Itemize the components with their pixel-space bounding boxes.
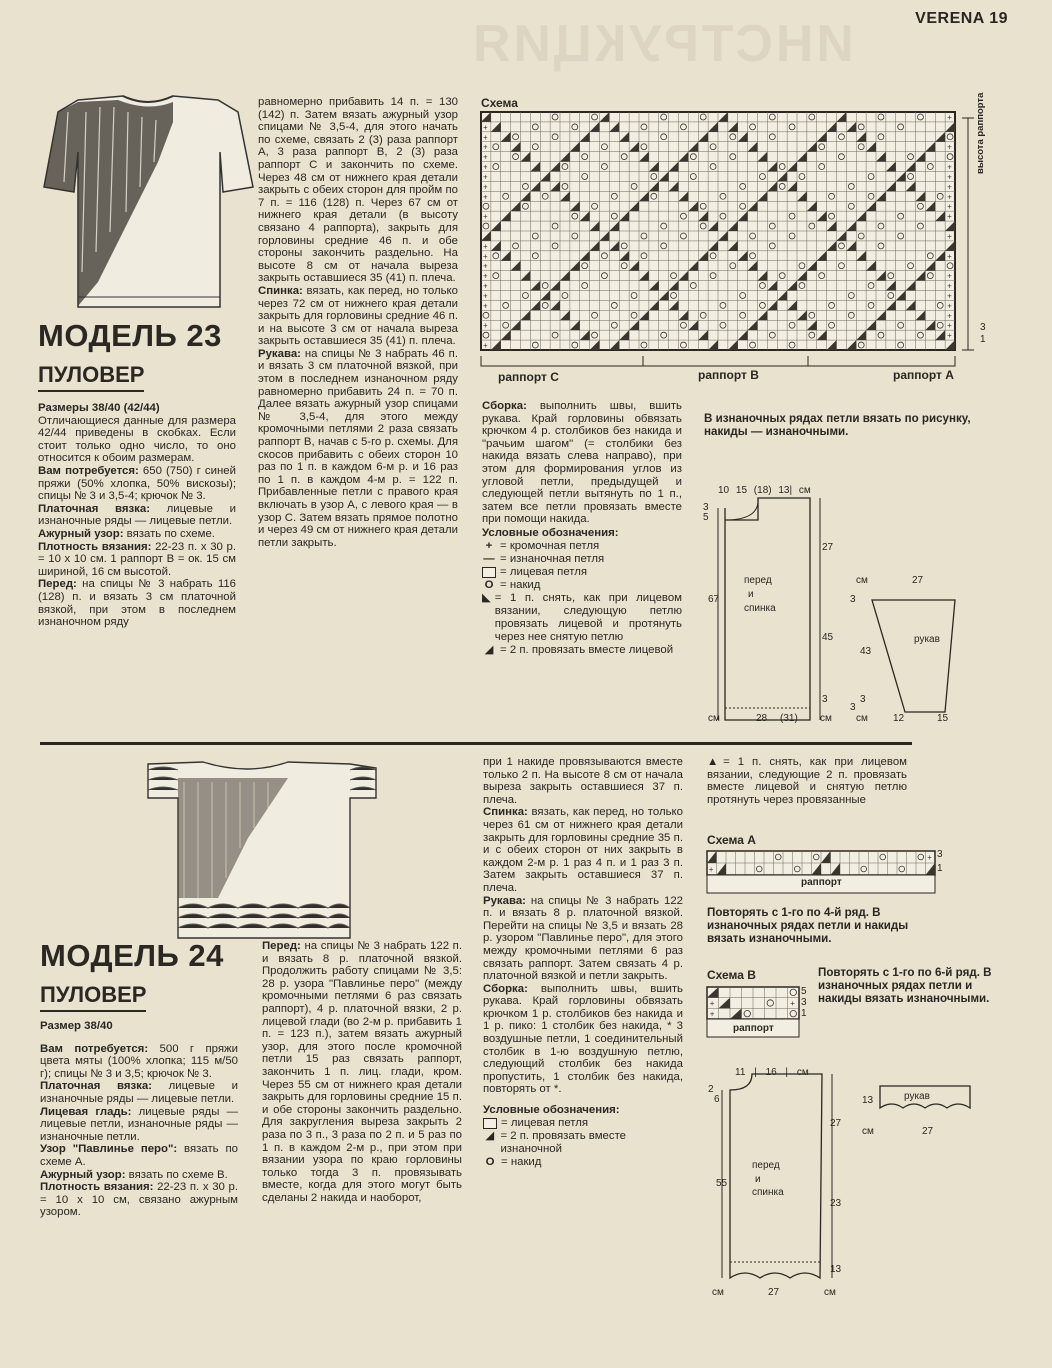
edge-stitch-mark: + [482, 321, 488, 331]
m24-d-s27: 27 [922, 1126, 934, 1137]
m24-c1-p4: Узор "Павлинье перо": вязать по схеме А. [40, 1143, 238, 1168]
edge-stitch-mark: + [708, 865, 714, 874]
edge-stitch-mark: + [947, 271, 952, 281]
m23-c3-p0: Сборка: выполнить швы, вшить рукава. Край горловины обвязать крючком 4 р. столбиков без накида и "рачьим шагом" (= столбики без накида вязать слева направо), при этом для формирования углов из угловой петли, предыдущей и следующей петли вытянуть по 1 п., затем все петли провязать вместе при помощи накида. [482, 400, 682, 526]
running-head: VERENA 19 [915, 10, 1008, 27]
m24-d-top: 11 | 16 | см [735, 1067, 809, 1078]
row-1-label: 1 [980, 334, 986, 345]
m23-c1-p5: Плотность вязания: 22-23 п. х 30 р. = 10 х 10 см. 1 раппорт В = ок. 15 см шириной, 16 см высотой. [38, 540, 237, 578]
scheme-b-rapport: раппорт [733, 1023, 774, 1034]
m24-c1-p1: Вам потребуется: 500 г пряжи цвета мяты (100% хлопка; 115 м/50 г); спицы № 3 и 3,5; крючок № 3. [40, 1042, 238, 1080]
edge-stitch-mark: + [482, 241, 488, 251]
model-23-column-2 [258, 96, 458, 549]
model-24-subtitle: ПУЛОВЕР [40, 982, 146, 1012]
m23-d-scm: см [856, 575, 868, 586]
sweater-24-illustration [118, 758, 380, 940]
m23-legend [482, 540, 682, 657]
edge-stitch-mark: + [947, 142, 952, 152]
m23-d-s3: 3 [850, 594, 856, 605]
m23-d-bcm: см [708, 713, 720, 724]
scheme-a-row-1: 1 [937, 863, 943, 874]
m24-d-b27: 27 [768, 1287, 780, 1298]
scheme-a-title: Схема А [707, 833, 756, 847]
model-23-subtitle: ПУЛОВЕР [38, 362, 144, 392]
scheme-title: Схема [481, 96, 518, 110]
m24-c2-p0: Перед: на спицы № 3 набрать 122 п. и вязать 8 р. платочной вязкой. Продолжить работу спицами № 3,5: 28 р. узора "Павлинье перо" (между кромочными петлями 6 раз связать раппорт), 4 р. платочной вязки, 2 р. лицевой глади (во 2-м р. прибавить 1 п. = 123 п.), затем вязать ажурный узор, для этого после кромочной петли 15 раз связать раппорт, закончить 1 п. лиц. глади, кром. Через 55 см от нижнего края детали закрыть для горловины средние 15 п. и обе стороны закончить раздельно. Для закругления выреза закрыть 2 раза по 3 п., 3 раза по 2 п. и 5 раз по 1 п. в каждом 2-м р., при этом при вязании узора по краю горловины только тогда 3 п. провязывать вместе, когда для этого могут быть сделаны 2 накида и наоборот, [262, 940, 462, 1204]
rapport-b-label: раппорт В [698, 368, 759, 382]
m23-d-b28: 28 [756, 713, 768, 724]
m24-d-back: спинка [752, 1187, 784, 1198]
m24-d-l6: 6 [714, 1094, 720, 1105]
m23-d-v27: 27 [822, 542, 834, 553]
legend-item-edge: + = кромочная петля [482, 540, 682, 553]
edge-stitch-mark: + [947, 311, 952, 321]
rapport-height-label: высота раппорта [975, 92, 986, 174]
rapport-a-label: раппорт А [893, 368, 954, 382]
m24-d-v55: 55 [716, 1178, 728, 1189]
edge-stitch-mark: + [947, 231, 952, 241]
m24-d-s13: 13 [862, 1095, 874, 1106]
m23-d-s43: 43 [860, 646, 872, 657]
section-divider [40, 742, 912, 745]
edge-stitch-mark: + [482, 271, 488, 281]
bleed-through-text: ИНСТРУКЦИЯ [470, 15, 854, 73]
edge-stitch-mark: + [947, 251, 952, 261]
edge-stitch-mark: + [790, 999, 795, 1008]
m23-d-v45: 45 [822, 632, 834, 643]
m23-d-back: спинка [744, 603, 776, 614]
scheme-a-chart [704, 848, 944, 900]
edge-stitch-mark: + [947, 321, 952, 331]
m24-c1-p3: Лицевая гладь: лицевые ряды — лицевые петли, изнаночные ряды — изнаночные петли. [40, 1105, 238, 1143]
m24-c3-p1: Спинка: вязать, как перед, но только через 61 см от нижнего края детали закрыть для горловины средние 35 п. и с обеих сторон от них закрыть в каждом 2-м р. 1 раз 4 п. и 1 раз 3 п. Затем закрыть оставшиеся 37 п. плеча. [483, 806, 683, 894]
m24-legend-item-p2tog: ◢ = 2 п. провязать вместе изнаночной [483, 1130, 683, 1156]
edge-stitch-mark: + [482, 212, 488, 222]
m24-right-top: ▲= 1 п. снять, как при лицевом вязании, следующие 2 п. провязать вместе лицевой и снятую петлю протянуть через провязанные [707, 756, 907, 806]
edge-stitch-mark: + [947, 112, 952, 122]
m23-d-scmb: см [856, 713, 868, 724]
model-24-column-2 [262, 940, 462, 1204]
m23-c1-p0: Размеры 38/40 (42/44) [38, 402, 160, 414]
m24-c3-p2: Рукава: на спицы № 3 набрать 122 п. и вязать 8 р. платочной вязкой. Перейти на спицы № 3,5 и вязать 28 р. узором "Павлинье перо", для этого между кромочными петлями 6 раз связать раппорт. Затем связать 4 р. платочной вязкой и петли закрыть. [483, 894, 683, 983]
scheme-a-rapport: раппорт [801, 877, 842, 888]
m23-d-bcm2: см [820, 713, 832, 724]
right-triangle-symbol: ◢ [484, 643, 494, 656]
m24-d-and: и [755, 1174, 761, 1185]
model-23-schematic [700, 480, 970, 730]
model-23-title: МОДЕЛЬ 23 [38, 318, 222, 353]
scheme-b-title: Схема В [707, 968, 756, 982]
edge-stitch-mark: + [482, 142, 488, 152]
empty-box-symbol [482, 567, 496, 578]
edge-stitch-mark: + [947, 281, 952, 291]
scheme-b-row-5: 5 [801, 986, 807, 997]
m24-d-scm: см [862, 1126, 874, 1137]
scheme-b-row-3: 3 [801, 997, 807, 1008]
edge-stitch-mark: + [482, 341, 488, 351]
edge-stitch-mark: + [482, 182, 488, 192]
edge-stitch-mark: + [482, 281, 488, 291]
empty-box-symbol [483, 1118, 497, 1129]
scheme-lace-chart [478, 110, 998, 382]
m24-legend-item-yarnover: О = накид [483, 1156, 683, 1169]
edge-stitch-mark: + [482, 301, 488, 311]
edge-stitch-mark: + [482, 261, 488, 271]
m24-legend-item-knit: = лицевая петля [483, 1117, 683, 1130]
model-23-column-1 [38, 402, 236, 629]
m23-d-l3: 3 [703, 502, 709, 513]
m24-c1-p6: Плотность вязания: 22-23 п. х 30 р. = 10 х 10 см, связано ажурным узором. [40, 1181, 239, 1219]
scheme-b-row-1: 1 [801, 1008, 807, 1019]
model-24-column-1 [40, 1020, 238, 1219]
legend-item-yarnover: О = накид [482, 579, 682, 592]
circle-symbol: О [484, 578, 494, 591]
model-24-title: МОДЕЛЬ 24 [40, 938, 224, 973]
edge-stitch-mark: + [947, 202, 952, 212]
edge-stitch-mark: + [482, 251, 488, 261]
m24-d-v23: 23 [830, 1198, 842, 1209]
m23-c1-p1: Отличающиеся данные для размера 42/44 приведены в скобках. Если стоит только одно число, то оно относится к обоим размерам. [38, 414, 236, 465]
m23-c2-p2: Рукава: на спицы № 3 набрать 46 п. и вязать 3 см платочной вязкой, при этом в последнем изнаночном ряду равномерно прибавить 24 п. = 70 п. Далее вязать ажурный узор спицами № 3,5-4, для этого между кромочными петлями 2 раза связать раппорт В, начав с 5-го р. схемы. Для скосов прибавить с обеих сторон 10 раз по 1 п. в каждом 6-м р. и 16 раз по 1 п. в каждом 4-м р. = 122 п. Прибавленные петли с правого края включать в узор А, с левого края — в узор С. Затем вязать прямое полотно и через 49 см от нижнего края детали петли закрыть. [258, 347, 458, 549]
legend-item-k2tog: ◢ = 2 п. провязать вместе лицевой [482, 644, 682, 657]
rapport-c-label: раппорт С [498, 370, 559, 384]
m24-c3-p3: Сборка: выполнить швы, вшить рукава. Край горловины обвязать крючком 1 р. столбиков без накида и 1 р. пико: 1 столбик без накида, * 3 воздушные петли, 1 соединительный столбик в 1-ю воздушную петлю, следующий столбик без накида пропустить, 1 столбик без накида, повторять от *. [483, 982, 683, 1096]
m23-c2-p0: равномерно прибавить 14 п. = 130 (142) п. Затем вязать ажурный узор спицами № 3,5-4, для этого начать по схеме, связать 2 (3) раза раппорт А, 3 раза раппорт В, 2 (3) раза раппорт С и закончить по схеме. Через 48 см от нижнего края детали закрыть с обеих сторон для пройм по 7 п. = 116 (128) п. Через 67 см от нижнего края детали (в высоту связано 4 раппорта), закрыть для горловины средние 46 п. и обе стороны закончить раздельно. На высоте 8 см от начала выреза закрыть оставшиеся 35 (41) п. плеча. [258, 96, 458, 285]
note-a: Повторять с 1-го по 4-й ряд. В изнаночных рядах петли и накиды вязать изнаночными. [707, 906, 909, 945]
left-triangle-symbol: ◣ [482, 591, 491, 604]
edge-stitch-mark: + [947, 212, 952, 222]
edge-stitch-mark: + [947, 192, 952, 202]
edge-stitch-mark: + [947, 162, 952, 172]
m23-c1-p2: Вам потребуется: 650 (750) г синей пряжи (50% хлопка, 50% вискозы); спицы № 3 и 3,5-4; крючок № 3. [38, 464, 236, 503]
model-24-column-4 [707, 756, 907, 806]
sweater-23-illustration [38, 92, 258, 314]
m23-d-sleeve: рукав [914, 634, 940, 645]
edge-stitch-mark: + [482, 192, 488, 202]
legend-item-purl: — = изнаночная петля [483, 552, 605, 565]
m23-c1-p6: Перед: на спицы № 3 набрать 116 (128) п. и вязать 3 см платочной вязкой, при этом в последнем изнаночном ряду [38, 578, 236, 629]
edge-stitch-mark: + [927, 853, 932, 862]
m23-d-s12: 12 [893, 713, 905, 724]
m24-d-sleeve: рукав [904, 1091, 930, 1102]
m23-d-top: 10 15 (18) 13| см [718, 485, 811, 496]
edge-stitch-mark: + [482, 172, 488, 182]
m23-d-front: перед [744, 575, 772, 586]
m24-legend-title: Условные обозначения: [483, 1104, 620, 1117]
m23-d-l5: 5 [703, 512, 709, 523]
m24-c1-p0: Размер 38/40 [40, 1020, 113, 1032]
right-triangle-symbol: ◢ [485, 1129, 495, 1142]
edge-stitch-mark: + [947, 172, 952, 182]
m23-d-b3a: 3 [822, 694, 828, 705]
model-24-column-3 [483, 756, 683, 1169]
edge-stitch-mark: + [709, 1009, 715, 1019]
model-23-column-3 [482, 400, 682, 657]
edge-stitch-mark: + [482, 162, 488, 172]
m23-legend-title: Условные обозначения: [482, 526, 619, 539]
m23-c1-p3: Платочная вязка: лицевые и изнаночные ряды — лицевые петли. [38, 502, 236, 528]
m23-d-and: и [748, 589, 754, 600]
m23-d-s27: 27 [912, 575, 924, 586]
m23-d-b31: (31) [780, 713, 798, 724]
legend-item-knit: = лицевая петля [482, 566, 682, 579]
edge-stitch-mark: + [947, 301, 952, 311]
m24-d-v13: 13 [830, 1264, 842, 1275]
edge-stitch-mark: + [482, 152, 488, 162]
legend-item-skp: ◣ = 1 п. снять, как при лицевом вязании, следующую петлю провязать лицевой и протянуть через нее снятую петлю [482, 591, 682, 643]
m24-legend [483, 1117, 683, 1169]
m23-d-s3b: 3 [850, 702, 856, 713]
m24-d-bcm: см [712, 1287, 724, 1298]
m24-d-v27: 27 [830, 1118, 842, 1129]
edge-stitch-mark: + [482, 122, 488, 132]
m24-d-bcm2: см [824, 1287, 836, 1298]
dash-symbol: — [483, 552, 495, 565]
edge-stitch-mark: + [947, 291, 952, 301]
edge-stitch-mark: + [709, 999, 715, 1008]
edge-stitch-mark: + [482, 132, 488, 142]
scheme-a-row-3: 3 [937, 849, 943, 860]
m23-c1-p4: Ажурный узор: вязать по схеме. [38, 527, 215, 540]
note-b: Повторять с 1-го по 6-й ряд. В изнаночных рядах петли и накиды вязать изнаночными. [818, 966, 992, 1005]
m23-d-v67: 67 [708, 594, 720, 605]
m24-c1-p2: Платочная вязка: лицевые и изнаночные ряды — лицевые петли. [40, 1080, 238, 1105]
m24-d-front: перед [752, 1160, 780, 1171]
m23-d-b3b: 3 [860, 694, 866, 705]
circle-symbol: О [485, 1155, 495, 1168]
m23-c2-p1: Спинка: вязать, как перед, но только через 72 см от нижнего края детали закрыть для горловины средние 46 п. и на высоте 3 см от начала выреза закрыть оставшиеся 35 (41) п. плеча. [258, 284, 458, 348]
row-3-label: 3 [980, 322, 986, 333]
m24-c1-p5: Ажурный узор: вязать по схеме В. [40, 1168, 228, 1181]
edge-stitch-mark: + [947, 331, 952, 341]
plus-symbol: + [485, 539, 493, 552]
model-23-note: В изнаночных рядах петли вязать по рисунку, накиды — изнаночными. [704, 412, 971, 438]
edge-stitch-mark: + [947, 182, 952, 192]
m23-d-s15: 15 [937, 713, 949, 724]
m24-d-l2: 2 [708, 1084, 714, 1095]
m24-c3-p0: при 1 накиде провязываются вместе только 2 п. На высоте 8 см от начала выреза закрыть оставшиеся 37 п. плеча. [483, 756, 683, 806]
edge-stitch-mark: + [482, 291, 488, 301]
model-24-schematic [700, 1064, 990, 1298]
